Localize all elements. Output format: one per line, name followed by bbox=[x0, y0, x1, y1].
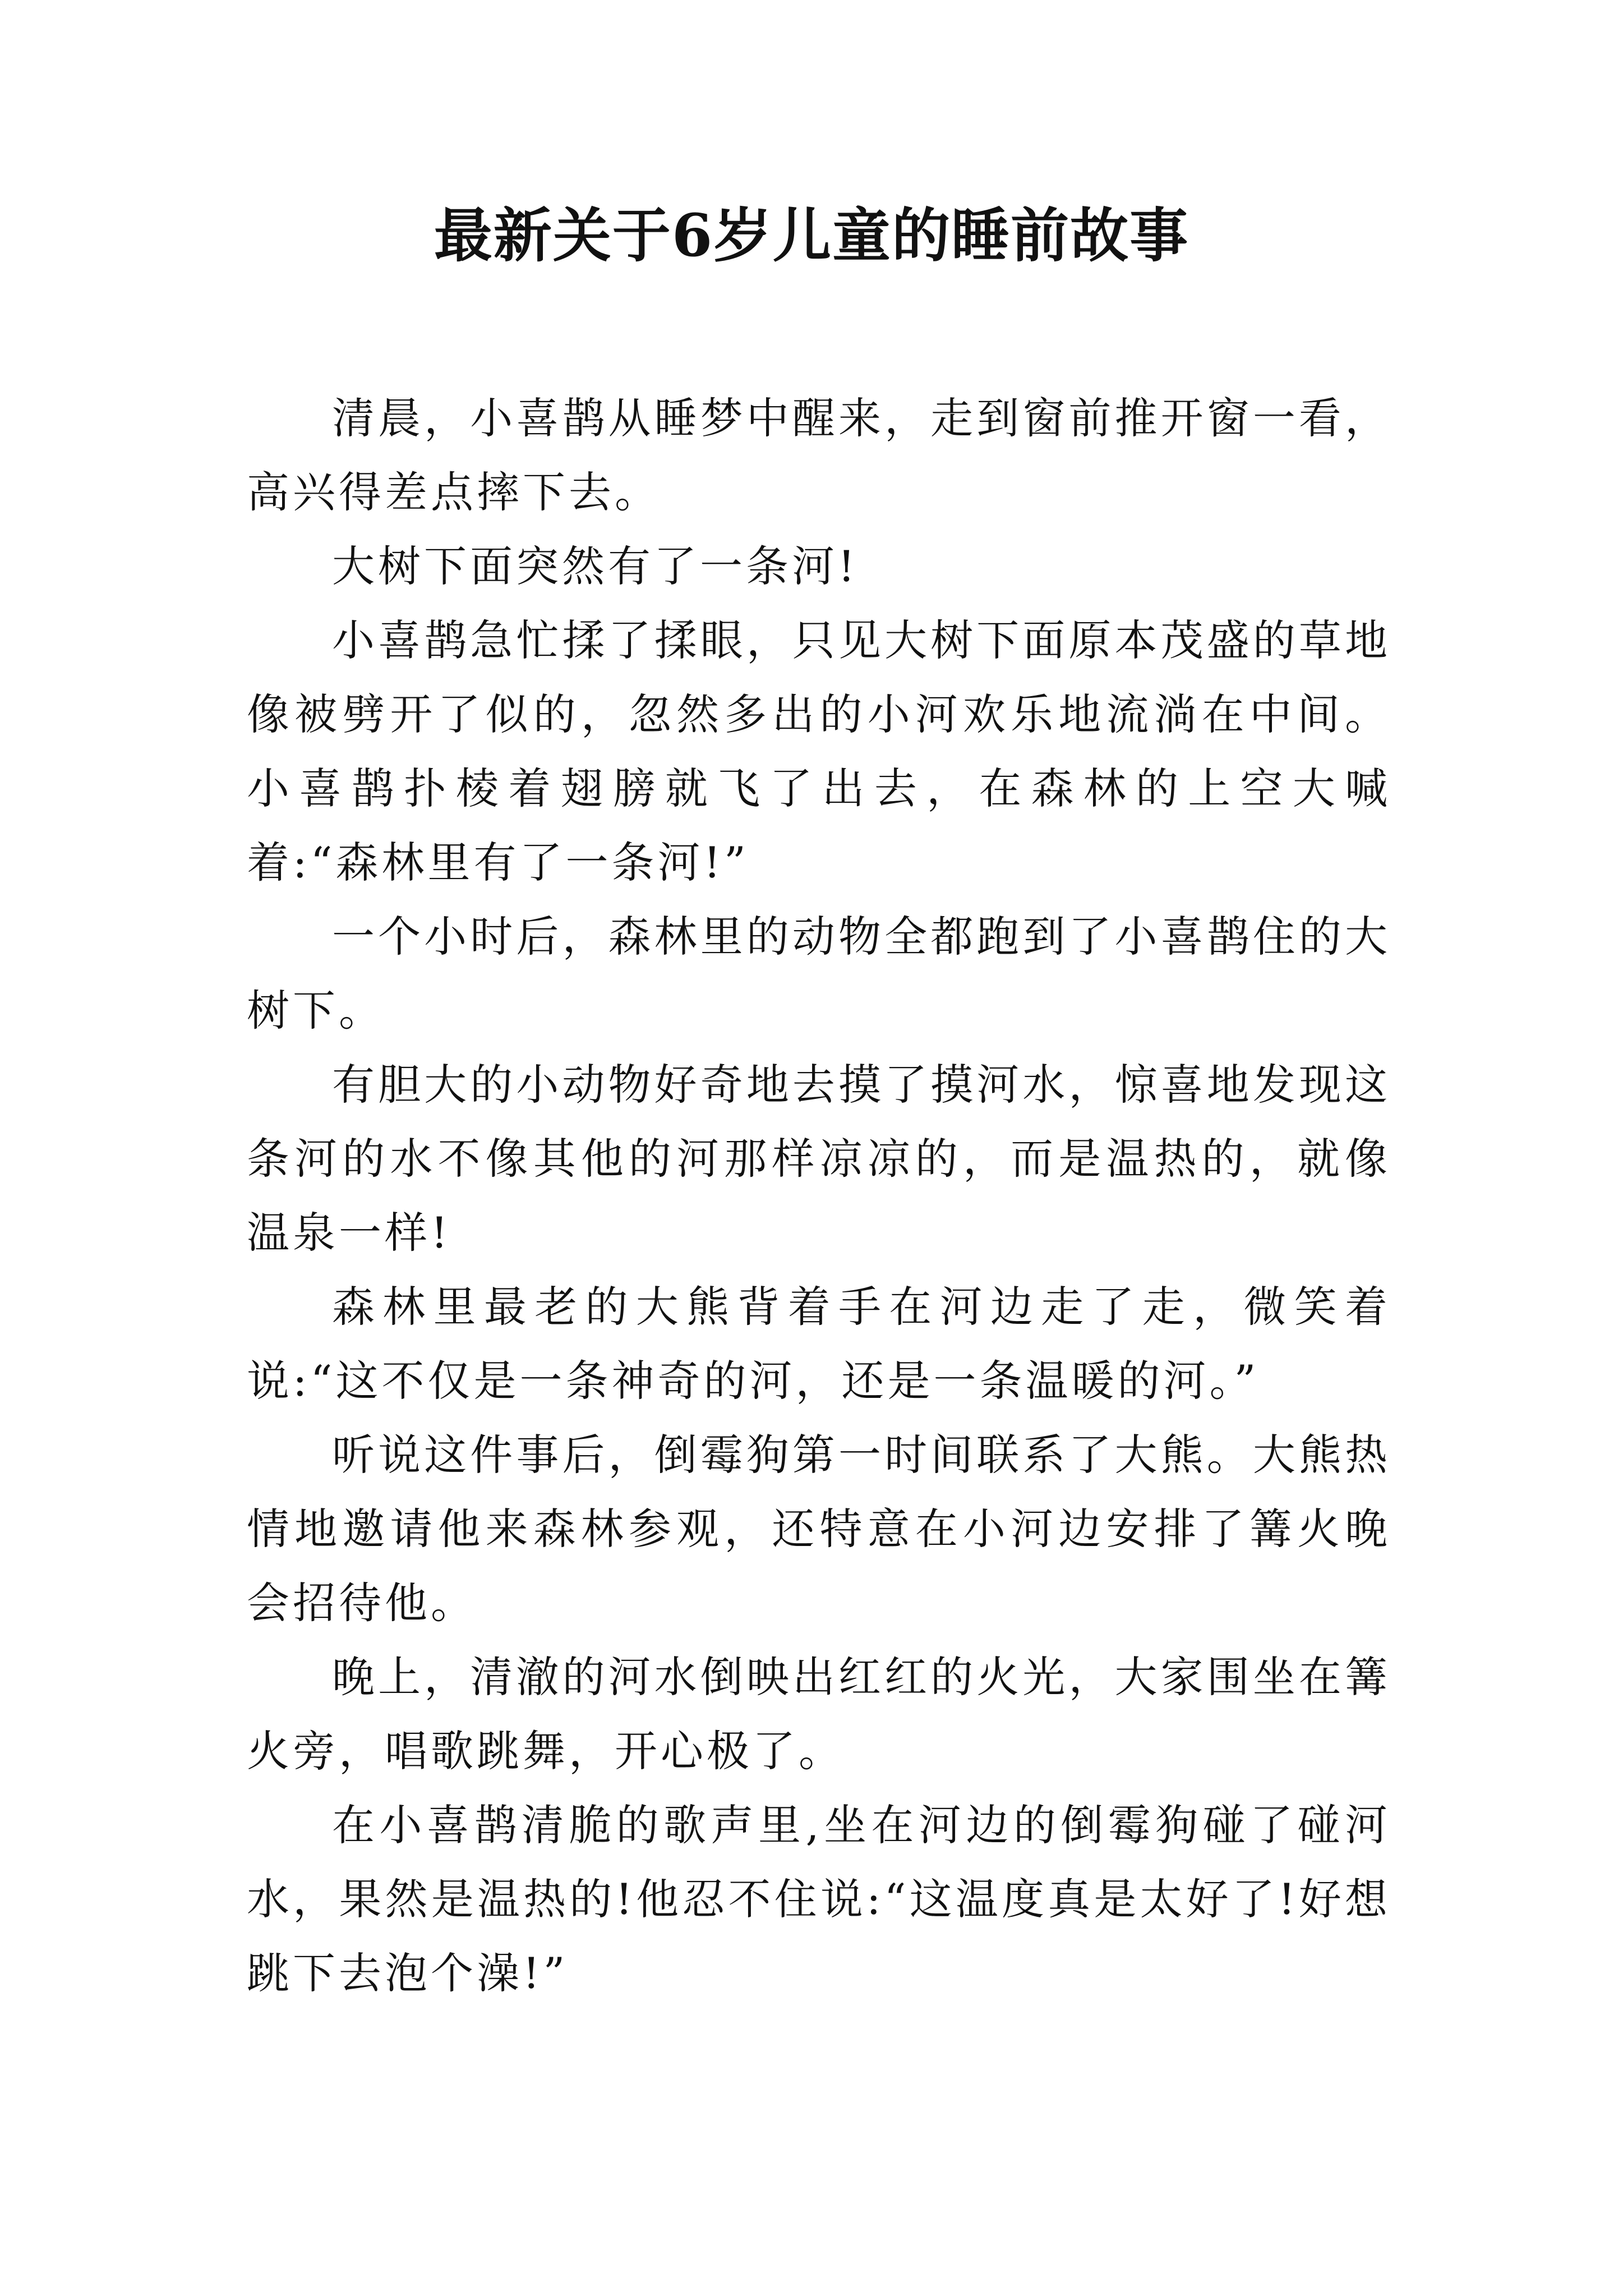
paragraph: 听说这件事后，倒霉狗第一时间联系了大熊。大熊热情地邀请他来森林参观，还特意在小河边安排了篝火晚会招待他。 bbox=[247, 1430, 1391, 1628]
paragraph: 一个小时后，森林里的动物全都跑到了小喜鹊住的大树下。 bbox=[247, 912, 1391, 1036]
paragraph: 晚上，清澈的河水倒映出红红的火光，大家围坐在篝火旁，唱歌跳舞，开心极了。 bbox=[247, 1652, 1391, 1776]
paragraph: 在小喜鹊清脆的歌声里,坐在河边的倒霉狗碰了碰河水，果然是温热的!他忍不住说:“这温度真是太好了!好想跳下去泡个澡!” bbox=[247, 1800, 1391, 1998]
document-title: 最新关于6岁儿童的睡前故事 bbox=[434, 201, 1189, 270]
paragraph: 森林里最老的大熊背着手在河边走了走，微笑着说:“这不仅是一条神奇的河，还是一条温暖的河。” bbox=[247, 1282, 1391, 1406]
paragraph: 清晨，小喜鹊从睡梦中醒来，走到窗前推开窗一看，高兴得差点摔下去。 bbox=[247, 393, 1391, 517]
paragraph: 大树下面突然有了一条河! bbox=[332, 541, 859, 591]
paragraph: 有胆大的小动物好奇地去摸了摸河水，惊喜地发现这条河的水不像其他的河那样凉凉的，而是温热的，就像温泉一样! bbox=[247, 1060, 1391, 1258]
story-body bbox=[247, 381, 1391, 2010]
paragraph: 小喜鹊急忙揉了揉眼，只见大树下面原本茂盛的草地像被劈开了似的，忽然多出的小河欢乐地流淌在中间。小喜鹊扑棱着翅膀就飞了出去，在森林的上空大喊着:“森林里有了一条河!” bbox=[247, 615, 1391, 887]
